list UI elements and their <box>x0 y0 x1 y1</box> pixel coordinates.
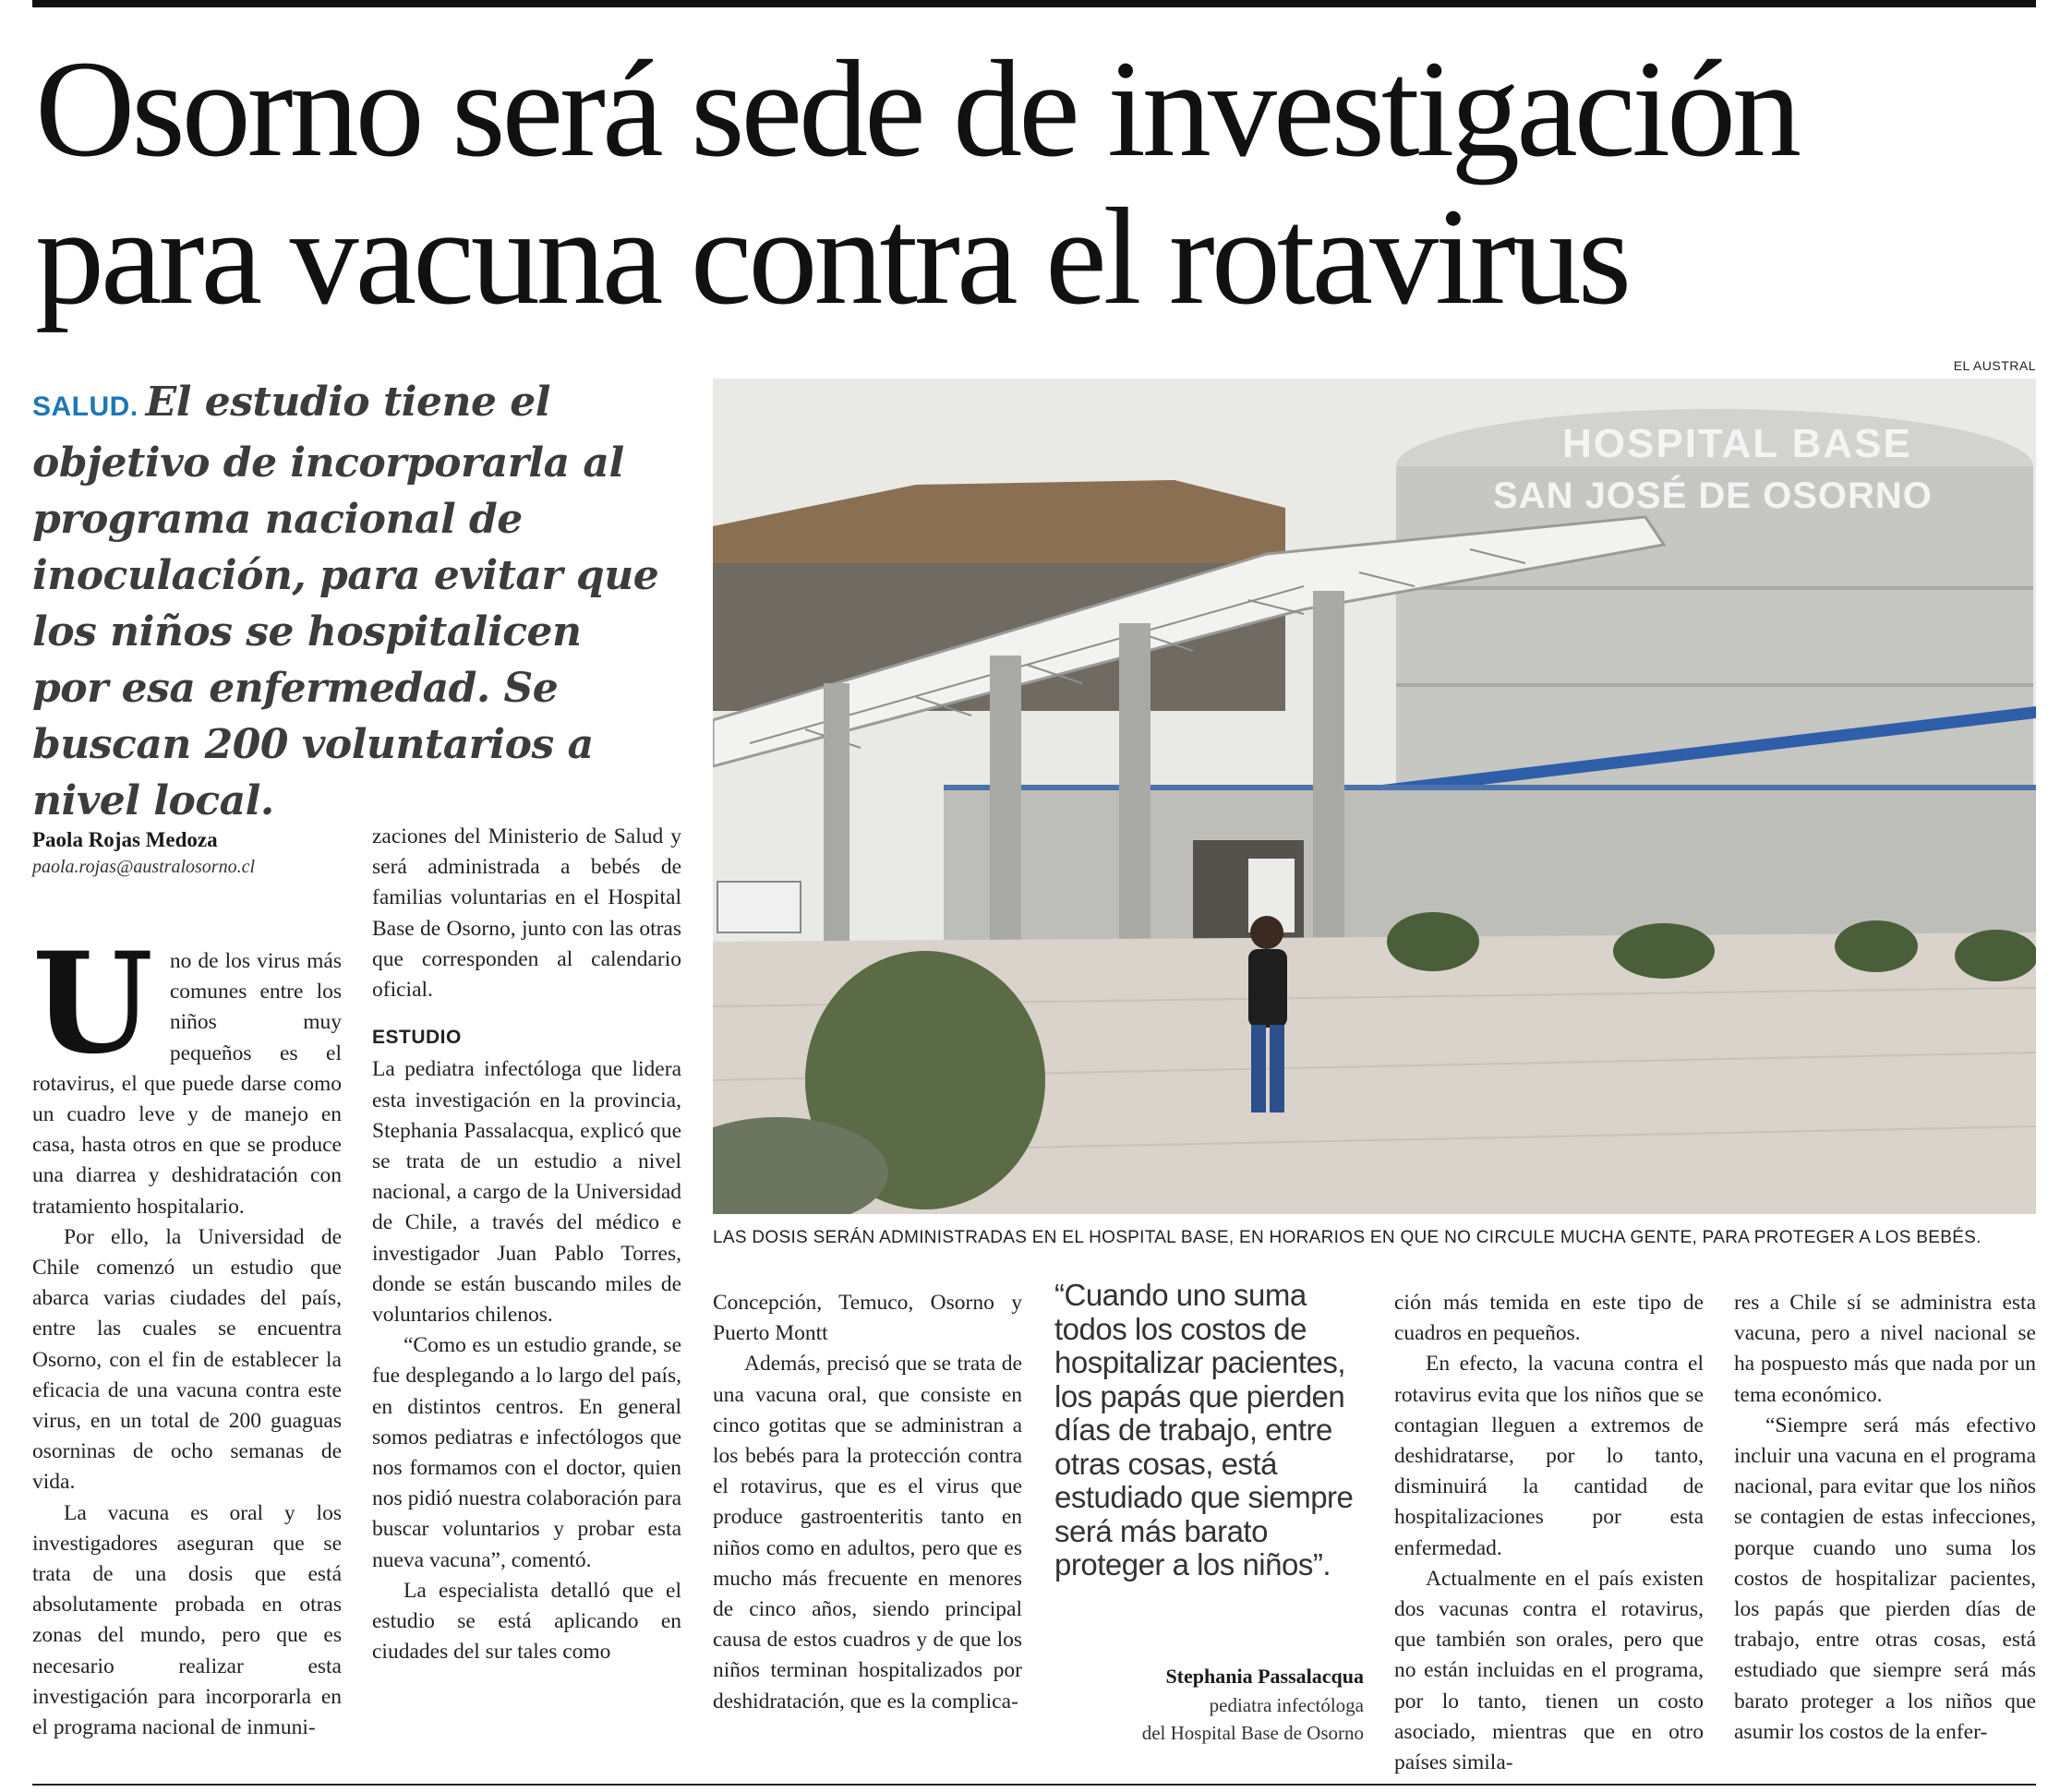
body-paragraph: Concepción, Temuco, Osorno y Puerto Montt <box>713 1291 1022 1346</box>
headline <box>35 32 2048 333</box>
body-paragraph: Actualmente en el país existen dos vacunas contra el rotavirus, que también son orales, pero que no están incluidas en el programa, por lo tanto, tienen un costo asociado, mientras que en otro países simila- <box>1394 1566 1704 1775</box>
lower-blue-stripe <box>944 785 2036 790</box>
author-name: Paola Rojas Medoza <box>32 828 218 851</box>
body-paragraph: ción más temida en este tipo de cuadros en pequeños. <box>1394 1291 1704 1346</box>
body-column-1 <box>32 922 342 1743</box>
column <box>990 655 1021 960</box>
body-paragraph: “Siempre será más efectivo incluir una vacuna en el programa nacional, para evitar que los niños se contagien de estas infecciones, porque cuando uno suma los costos de hospitalizar pacientes, los papás que pierden días de trabajo, entre otras cosas, está estudiado que siempre será más barato proteger a los niños que asumir los costos de la enfer- <box>1734 1413 2036 1744</box>
section-kicker: SALUD. <box>32 391 139 422</box>
drop-cap: U <box>32 922 153 1085</box>
ambulance <box>717 882 801 932</box>
hospital-photo <box>713 379 2036 1214</box>
lead-paragraph <box>32 374 665 829</box>
lead-text: El estudio tiene el objetivo de incorporarla al programa nacional de inoculación, para evitar que los niños se hospitalicen por esa enfermedad. Se buscan 200 voluntarios a nivel local. <box>32 379 659 824</box>
hospital-photo-illustration <box>713 379 2036 1214</box>
body-paragraph: no de los virus más comunes entre los niños muy pequeños es el rotavirus, el que puede darse como un cuadro leve y de manejo en casa, hasta otros en que se produce una diarrea y deshidratación con tratamiento hospitalario. <box>32 949 342 1219</box>
hospital-sign-line-2: SAN JOSÉ DE OSORNO <box>1493 475 1933 516</box>
column <box>1119 623 1150 960</box>
shrub <box>1613 923 1715 979</box>
tower-band-2 <box>1396 683 2033 687</box>
photo-caption: LAS DOSIS SERÁN ADMINISTRADAS EN EL HOSPITAL BASE, EN HORARIOS EN QUE NO CIRCULE MUCHA GENTE, PARA PROTEGER A LOS BEBÉS. <box>713 1228 1982 1247</box>
top-rule <box>32 0 2036 7</box>
body-paragraph: res a Chile sí se administra esta vacuna, pero a nivel nacional se ha pospuesto más que nada por un tema económico. <box>1734 1291 2036 1407</box>
body-paragraph: “Como es un estudio grande, se fue desplegando a lo largo del país, en distintos centros. En general somos pediatras e infectólogos que nos formamos con el doctor, quien nos pidió nuestra colaboración para buscar voluntarios y probar esta nueva vacuna”, comentó. <box>372 1333 681 1572</box>
quote-author-affiliation: del Hospital Base de Osorno <box>1141 1722 1364 1744</box>
body-paragraph: La pediatra infectóloga que lidera esta investigación en la provincia, Stephania Passalacqua, explicó que se trata de un estudio a nivel nacional, a cargo de la Universidad de Chile, a través del médico e investigador Juan Pablo Torres, donde se están buscando miles de voluntarios chilenos. <box>372 1057 681 1328</box>
pull-quote-attribution <box>1054 1662 1364 1747</box>
pull-quote: “Cuando uno suma todos los costos de hospitalizar pacientes, los papás que pierden días de trabajo, entre otras cosas, está estudiado que siempre será más barato proteger a los niños”. <box>1054 1278 1354 1582</box>
byline <box>32 826 346 880</box>
body-column-6 <box>1734 1288 2036 1748</box>
shrub <box>1955 930 2036 981</box>
headline-line-2: para vacuna contra el rotavirus <box>35 180 1629 333</box>
body-paragraph: La especialista detalló que el estudio se está aplicando en ciudades del sur tales como <box>372 1578 681 1665</box>
quote-author-name: Stephania Passalacqua <box>1165 1665 1364 1688</box>
bottom-rule <box>32 1784 2036 1786</box>
shrub <box>1835 920 1918 972</box>
body-paragraph: En efecto, la vacuna contra el rotavirus evita que los niños que se contagian lleguen a extremos de deshidratarse, por lo tanto, disminuirá la cantidad de hospitalizaciones por esta enfermedad. <box>1394 1352 1704 1560</box>
body-column-5 <box>1394 1288 1704 1778</box>
body-column-2 <box>372 822 681 1667</box>
photo-credit: EL AUSTRAL <box>1953 358 2036 373</box>
column <box>1313 591 1344 960</box>
body-paragraph: Además, precisó que se trata de una vacuna oral, que consiste en cinco gotitas que se administran a los bebés para la protección contra el rotavirus, que es el virus que produce gastroenteritis tanto en niños como en adultos, pero que es mucho más frecuente en menores de cinco años, siendo principal causa de estos cuadros y de que los niños terminan hospitalizados por deshidratación, que es la complica- <box>713 1352 1022 1714</box>
hospital-sign-line-1: HOSPITAL BASE <box>1562 421 1912 466</box>
body-paragraph: zaciones del Ministerio de Salud y será administrada a bebés de familias voluntarias en el Hospital Base de Osorno, junto con las otras que corresponden al calendario oficial. <box>372 824 681 1003</box>
body-paragraph: Por ello, la Universidad de Chile comenzó un estudio que abarca varias ciudades del país, entre las cuales se encuentra Osorno, con el fin de establecer la eficacia de una vacuna contra este virus, en un total de 200 guaguas osorninas de ocho semanas de vida. <box>32 1224 342 1495</box>
shrub <box>1387 912 1479 971</box>
headline-line-1: Osorno será sede de investigación <box>35 32 1799 186</box>
column <box>824 683 849 960</box>
subhead: ESTUDIO <box>372 1027 462 1049</box>
quote-author-role: pediatra infectóloga <box>1209 1694 1364 1716</box>
tower-band-1 <box>1396 586 2033 590</box>
author-email[interactable]: paola.rojas@australosorno.cl <box>32 857 256 877</box>
body-paragraph: La vacuna es oral y los investigadores aseguran que se trata de una dosis que está absolutamente probada en otras zonas del mundo, pero que es necesario realizar esta investigación para incorporarla en el programa nacional de inmuni- <box>32 1500 342 1740</box>
body-column-3 <box>713 1288 1022 1717</box>
